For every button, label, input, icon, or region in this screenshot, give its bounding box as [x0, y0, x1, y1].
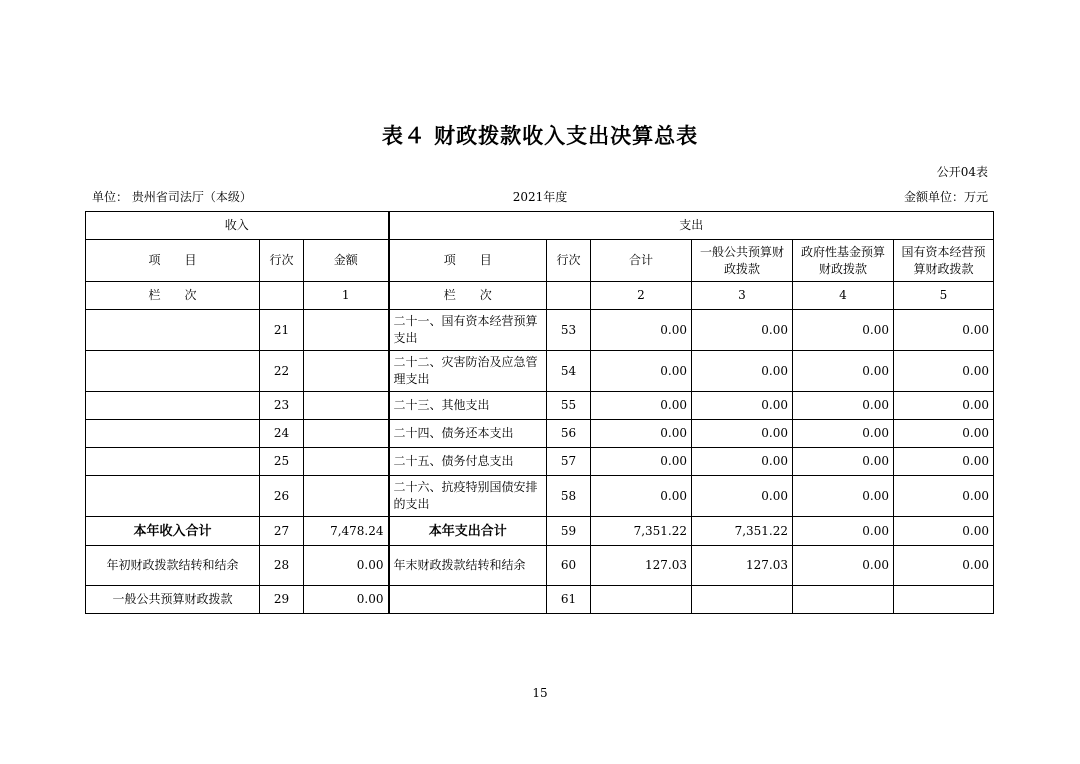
total-cell: 0.00 [591, 392, 692, 420]
income-row-no-cell: 24 [260, 420, 304, 448]
state-capital-cell: 0.00 [894, 476, 994, 517]
income-item-cell [86, 476, 260, 517]
empty-cell [547, 282, 591, 310]
total-cell: 0.00 [591, 310, 692, 351]
money-unit: 金额单位：万元 [903, 190, 988, 204]
table-row [86, 476, 994, 517]
income-header: 收入 [86, 212, 389, 240]
expense-row-no-cell: 56 [547, 420, 591, 448]
income-row-no-cell: 23 [260, 392, 304, 420]
gov-fund-header: 政府性基金预算财政拨款 [793, 240, 894, 282]
general-budget-cell [692, 586, 793, 614]
general-budget-cell: 0.00 [692, 351, 793, 392]
general-budget-cell: 0.00 [692, 420, 793, 448]
income-item-cell: 本年收入合计 [86, 517, 260, 546]
table-row [86, 351, 994, 392]
total-cell: 127.03 [591, 546, 692, 586]
income-amount-cell [304, 476, 389, 517]
column-number-4: 4 [793, 282, 894, 310]
table-row [86, 392, 994, 420]
income-amount-cell: 7,478.24 [304, 517, 389, 546]
general-budget-cell: 0.00 [692, 448, 793, 476]
gov-fund-cell: 0.00 [793, 448, 894, 476]
income-row-no-cell: 28 [260, 546, 304, 586]
expense-item-cell: 二十四、债务还本支出 [389, 420, 547, 448]
expense-row-no-cell: 59 [547, 517, 591, 546]
column-number-1: 1 [304, 282, 389, 310]
reporting-unit: 单位： 贵州省司法厅（本级） [92, 190, 252, 204]
income-amount-cell [304, 420, 389, 448]
income-row-no-cell: 29 [260, 586, 304, 614]
expense-header: 支出 [389, 212, 994, 240]
expense-row-no-cell: 61 [547, 586, 591, 614]
state-capital-cell: 0.00 [894, 420, 994, 448]
income-amount-cell [304, 392, 389, 420]
table-row [86, 420, 994, 448]
expense-item-cell: 本年支出合计 [389, 517, 547, 546]
income-item-cell [86, 351, 260, 392]
total-cell: 0.00 [591, 420, 692, 448]
gov-fund-cell [793, 586, 894, 614]
column-label: 栏 次 [86, 282, 260, 310]
total-cell: 7,351.22 [591, 517, 692, 546]
total-header: 合计 [591, 240, 692, 282]
budget-table [85, 211, 994, 614]
income-row-no-cell: 27 [260, 517, 304, 546]
income-item-cell [86, 310, 260, 351]
income-item-cell: 年初财政拨款结转和结余 [86, 546, 260, 586]
income-row-no-cell: 26 [260, 476, 304, 517]
expense-item-cell: 二十五、债务付息支出 [389, 448, 547, 476]
expense-item-cell: 二十一、国有资本经营预算支出 [389, 310, 547, 351]
expense-row-no-cell: 54 [547, 351, 591, 392]
general-budget-cell: 127.03 [692, 546, 793, 586]
empty-cell [260, 282, 304, 310]
table-row [86, 517, 994, 546]
column-number-row [86, 282, 994, 310]
general-budget-cell: 0.00 [692, 310, 793, 351]
income-amount-cell [304, 351, 389, 392]
expense-item-cell: 二十六、抗疫特别国债安排的支出 [389, 476, 547, 517]
header-row-columns [86, 240, 994, 282]
general-budget-cell: 7,351.22 [692, 517, 793, 546]
income-row-no-header: 行次 [260, 240, 304, 282]
expense-row-no-header: 行次 [547, 240, 591, 282]
fiscal-year: 2021年度 [512, 190, 568, 204]
general-budget-cell: 0.00 [692, 476, 793, 517]
column-label-2: 栏 次 [389, 282, 547, 310]
expense-item-cell: 年末财政拨款结转和结余 [389, 546, 547, 586]
expense-row-no-cell: 53 [547, 310, 591, 351]
income-item-header: 项 目 [86, 240, 260, 282]
state-capital-header: 国有资本经营预算财政拨款 [894, 240, 994, 282]
gov-fund-cell: 0.00 [793, 420, 894, 448]
income-amount-cell: 0.00 [304, 586, 389, 614]
total-cell: 0.00 [591, 351, 692, 392]
state-capital-cell: 0.00 [894, 310, 994, 351]
table-row [86, 586, 994, 614]
general-budget-header: 一般公共预算财政拨款 [692, 240, 793, 282]
income-amount-cell [304, 448, 389, 476]
gov-fund-cell: 0.00 [793, 517, 894, 546]
gov-fund-cell: 0.00 [793, 476, 894, 517]
state-capital-cell: 0.00 [894, 351, 994, 392]
expense-item-header: 项 目 [389, 240, 547, 282]
gov-fund-cell: 0.00 [793, 351, 894, 392]
expense-item-cell [389, 586, 547, 614]
column-number-2: 2 [591, 282, 692, 310]
gov-fund-cell: 0.00 [793, 546, 894, 586]
table-body [86, 310, 994, 614]
expense-item-cell: 二十三、其他支出 [389, 392, 547, 420]
income-row-no-cell: 21 [260, 310, 304, 351]
table-row [86, 310, 994, 351]
income-amount-cell [304, 310, 389, 351]
total-cell [591, 586, 692, 614]
column-number-5: 5 [894, 282, 994, 310]
table-row [86, 546, 994, 586]
table-row [86, 448, 994, 476]
column-number-3: 3 [692, 282, 793, 310]
income-item-cell [86, 448, 260, 476]
gov-fund-cell: 0.00 [793, 310, 894, 351]
total-cell: 0.00 [591, 448, 692, 476]
form-number: 公开04表 [936, 165, 988, 179]
state-capital-cell: 0.00 [894, 517, 994, 546]
state-capital-cell [894, 586, 994, 614]
page-number: 15 [532, 686, 548, 700]
report-title: 表４ 财政拨款收入支出决算总表 [381, 124, 699, 148]
total-cell: 0.00 [591, 476, 692, 517]
header-row-sections [86, 212, 994, 240]
income-amount-cell: 0.00 [304, 546, 389, 586]
gov-fund-cell: 0.00 [793, 392, 894, 420]
income-amount-header: 金额 [304, 240, 389, 282]
state-capital-cell: 0.00 [894, 546, 994, 586]
income-item-cell [86, 420, 260, 448]
expense-row-no-cell: 55 [547, 392, 591, 420]
state-capital-cell: 0.00 [894, 392, 994, 420]
income-item-cell [86, 392, 260, 420]
expense-row-no-cell: 58 [547, 476, 591, 517]
income-row-no-cell: 22 [260, 351, 304, 392]
expense-row-no-cell: 60 [547, 546, 591, 586]
state-capital-cell: 0.00 [894, 448, 994, 476]
expense-item-cell: 二十二、灾害防治及应急管理支出 [389, 351, 547, 392]
general-budget-cell: 0.00 [692, 392, 793, 420]
expense-row-no-cell: 57 [547, 448, 591, 476]
income-row-no-cell: 25 [260, 448, 304, 476]
income-item-cell: 一般公共预算财政拨款 [86, 586, 260, 614]
